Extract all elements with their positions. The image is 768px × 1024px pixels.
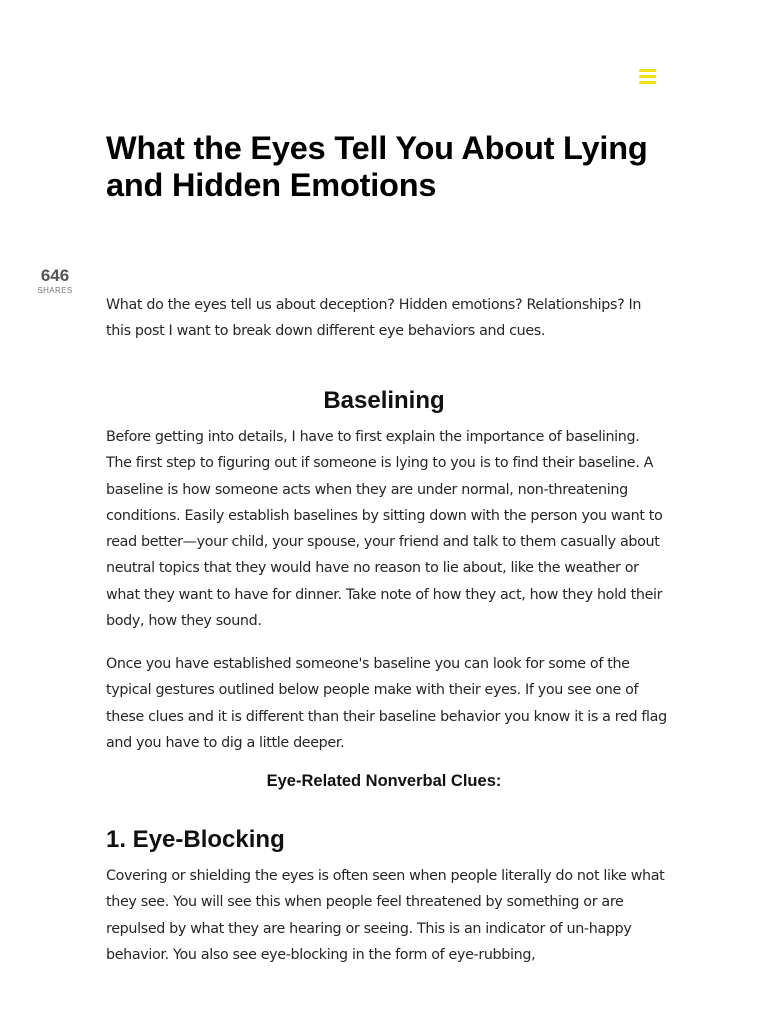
hamburger-menu-icon <box>639 69 656 72</box>
menu-button[interactable] <box>638 67 658 85</box>
share-label: SHARES <box>37 286 73 295</box>
share-counter[interactable] <box>36 266 74 296</box>
baselining-paragraph-2: Once you have established someone's baseline you can look for some of the typical gestures outlined below people make with their eyes. If you see one of these clues and it is different than their baseline behavior you know it is a red flag and you have to dig a little deeper. <box>106 656 667 751</box>
section-heading-baselining: Baselining <box>323 387 445 414</box>
intro-paragraph: What do the eyes tell us about deception? Hidden emotions? Relationships? In this post I want to break down different eye behaviors and cues. <box>106 297 642 340</box>
eye-blocking-paragraph: Covering or shielding the eyes is often seen when people literally do not like what they see. You will see this when people feel threatened by something or are repulsed by what they are hearing or seeing. This is an indicator of un-happy behavior. You also see eye-blocking in the form of eye-rubbing, <box>106 868 665 963</box>
hamburger-menu-icon-line <box>639 75 656 78</box>
clues-heading: Eye-Related Nonverbal Clues: <box>266 772 502 790</box>
hamburger-menu-icon-line <box>639 81 656 84</box>
article-title: What the Eyes Tell You About Lying and Hidden Emotions <box>106 130 648 203</box>
share-count: 646 <box>40 266 70 285</box>
baselining-paragraph-1: Before getting into details, I have to first explain the importance of baselining. The first step to figuring out if someone is lying to you is to find their baseline. A baseline is how someone acts when they are under normal, non-threatening conditions. Easily establish baselines by sitting down with the person you want to read better—your child, your spouse, your friend and talk to them casually about neutral topics that they would have no reason to lie about, like the weather or what they want to have for dinner. Take note of how they act, how they hold their body, how they sound. <box>106 429 663 630</box>
item-heading-eye-blocking: 1. Eye-Blocking <box>106 826 285 853</box>
